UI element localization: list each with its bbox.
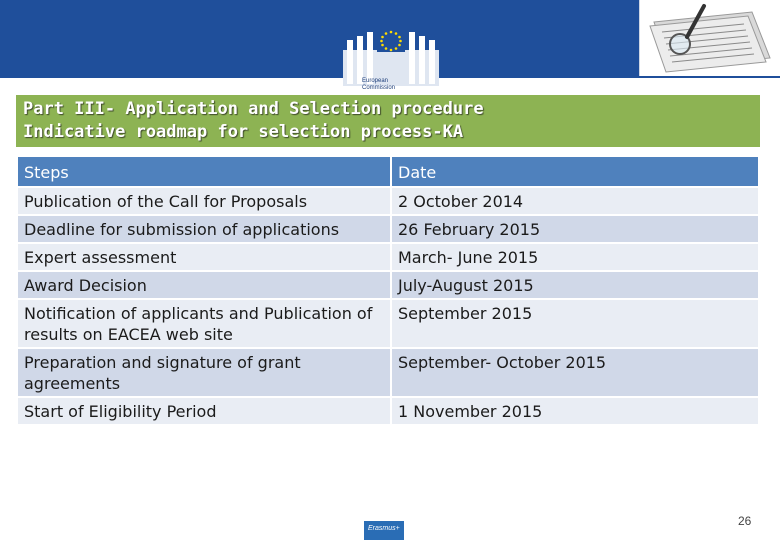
newspaper-image (639, 0, 780, 76)
title-line-1: Part III- Application and Selection procedure (23, 99, 484, 119)
step-cell: Deadline for submission of applications (17, 215, 391, 243)
page-number: 26 (738, 514, 752, 528)
ec-logo-text: European Commission (362, 78, 396, 91)
date-cell: July-August 2015 (391, 271, 759, 299)
slide-title (16, 95, 760, 147)
table-row (17, 243, 759, 271)
step-cell: Publication of the Call for Proposals (17, 187, 391, 215)
date-cell: 2 October 2014 (391, 187, 759, 215)
header-steps: Steps (17, 156, 391, 187)
title-line-2: Indicative roadmap for selection process-KA (23, 122, 464, 142)
step-cell: Preparation and signature of grant agreements (17, 348, 391, 397)
table-row (17, 271, 759, 299)
date-cell: September 2015 (391, 299, 759, 348)
date-cell: September- October 2015 (391, 348, 759, 397)
date-cell: 26 February 2015 (391, 215, 759, 243)
table-row (17, 187, 759, 215)
date-cell: 1 November 2015 (391, 397, 759, 425)
table-row (17, 397, 759, 425)
table-header-row (17, 156, 759, 187)
newspaper-stack-icon (650, 12, 770, 72)
date-cell: March- June 2015 (391, 243, 759, 271)
step-cell: Expert assessment (17, 243, 391, 271)
erasmus-logo: Erasmus+ (364, 521, 404, 540)
table-row (17, 348, 759, 397)
table-row (17, 299, 759, 348)
roadmap-table (16, 155, 760, 426)
step-cell: Award Decision (17, 271, 391, 299)
header-date: Date (391, 156, 759, 187)
step-cell: Notification of applicants and Publication of results on EACEA web site (17, 299, 391, 348)
step-cell: Start of Eligibility Period (17, 397, 391, 425)
table-row (17, 215, 759, 243)
